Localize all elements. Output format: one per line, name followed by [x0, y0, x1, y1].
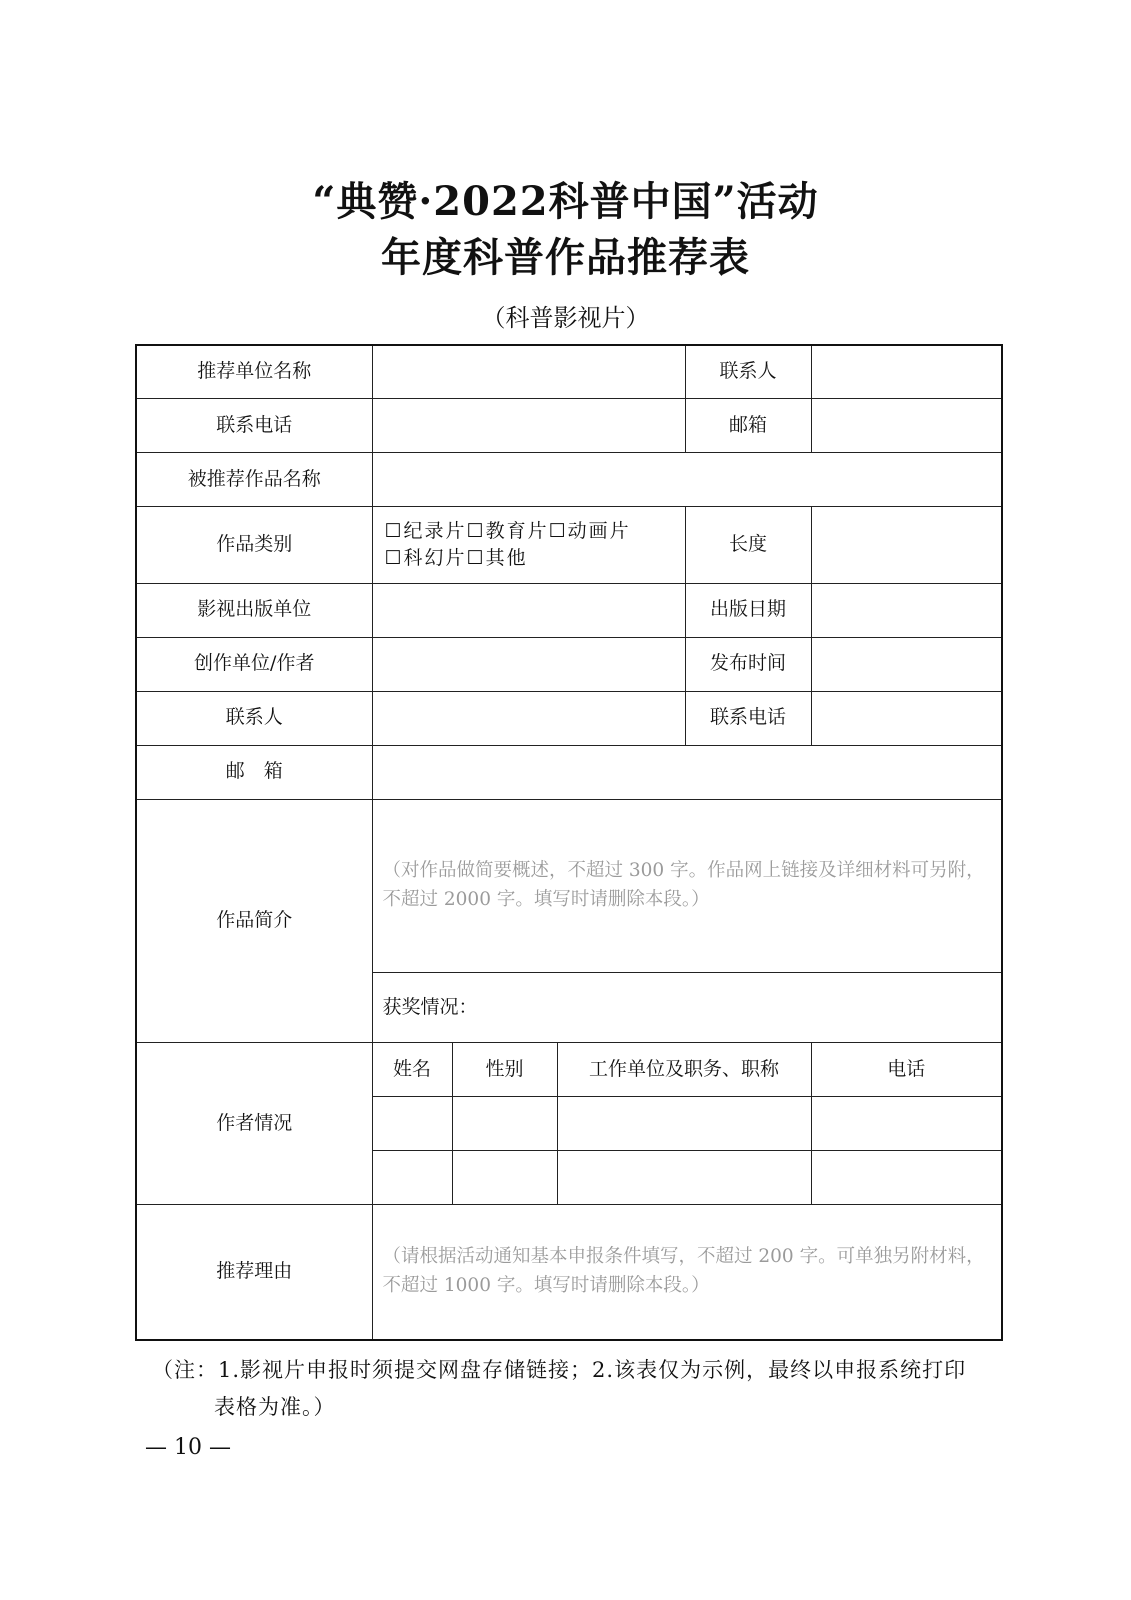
header-author-name: 姓名 — [372, 1043, 452, 1097]
contact-person-field[interactable] — [811, 345, 1002, 399]
label-publisher: 影视出版单位 — [136, 583, 372, 637]
author-name-cell[interactable] — [372, 1097, 452, 1151]
recommend-unit-field[interactable] — [372, 345, 685, 399]
recommendation-form — [135, 344, 1003, 1341]
header-author-gender: 性别 — [452, 1043, 557, 1097]
label-contact-phone: 联系电话 — [136, 399, 372, 453]
label-recommend-unit: 推荐单位名称 — [136, 345, 372, 399]
header-author-unit: 工作单位及职务、职称 — [557, 1043, 811, 1097]
work-name-field[interactable] — [372, 453, 1002, 507]
category-checkbox-group[interactable] — [372, 507, 685, 583]
label-reason: 推荐理由 — [136, 1204, 372, 1340]
label-work-category: 作品类别 — [136, 507, 372, 583]
label-author-info: 作者情况 — [136, 1043, 372, 1205]
release-time-field[interactable] — [811, 637, 1002, 691]
author-unit-cell[interactable] — [557, 1150, 811, 1204]
label-length: 长度 — [685, 507, 811, 583]
category-options-line1[interactable]: ☐纪录片☐教育片☐动画片 — [384, 519, 631, 542]
creator-field[interactable] — [372, 637, 685, 691]
label-release-time: 发布时间 — [685, 637, 811, 691]
label-work-name: 被推荐作品名称 — [136, 453, 372, 507]
category-options-line2[interactable]: ☐科幻片☐其他 — [384, 547, 528, 570]
footnote-line1: （注：1.影视片申报时须提交网盘存储链接；2.该表仅为示例，最终以申报系统打印 — [152, 1358, 967, 1382]
email2-field[interactable] — [372, 745, 1002, 799]
title-line2: 年度科普作品推荐表 — [381, 234, 750, 281]
header-author-phone: 电话 — [811, 1043, 1002, 1097]
publisher-field[interactable] — [372, 583, 685, 637]
title-line1: “典赞·2022科普中国”活动 — [312, 178, 819, 225]
label-creator: 创作单位/作者 — [136, 637, 372, 691]
contact-phone2-field[interactable] — [811, 691, 1002, 745]
publish-date-field[interactable] — [811, 583, 1002, 637]
author-name-cell[interactable] — [372, 1150, 452, 1204]
page-number: — 10 — — [145, 1435, 231, 1460]
label-summary: 作品简介 — [136, 799, 372, 1042]
label-contact-person: 联系人 — [685, 345, 811, 399]
length-field[interactable] — [811, 507, 1002, 583]
email-field[interactable] — [811, 399, 1002, 453]
footnote-line2: 表格为准。） — [214, 1394, 336, 1419]
contact-person2-field[interactable] — [372, 691, 685, 745]
summary-hint[interactable]: （对作品做简要概述，不超过 300 字。作品网上链接及详细材料可另附，不超过 2000 字。填写时请删除本段。） — [372, 799, 1002, 972]
author-unit-cell[interactable] — [557, 1097, 811, 1151]
author-phone-cell[interactable] — [811, 1097, 1002, 1151]
contact-phone-field[interactable] — [372, 399, 685, 453]
author-phone-cell[interactable] — [811, 1150, 1002, 1204]
label-email2: 邮 箱 — [136, 745, 372, 799]
label-contact-phone2: 联系电话 — [685, 691, 811, 745]
footnote — [152, 1352, 1012, 1426]
awards-field[interactable]: 获奖情况： — [372, 972, 1002, 1042]
author-gender-cell[interactable] — [452, 1097, 557, 1151]
author-gender-cell[interactable] — [452, 1150, 557, 1204]
label-email: 邮箱 — [685, 399, 811, 453]
label-publish-date: 出版日期 — [685, 583, 811, 637]
subtitle: （科普影视片） — [481, 304, 650, 332]
reason-hint[interactable]: （请根据活动通知基本申报条件填写，不超过 200 字。可单独另附材料，不超过 1000 字。填写时请删除本段。） — [372, 1204, 1002, 1340]
label-contact-person2: 联系人 — [136, 691, 372, 745]
